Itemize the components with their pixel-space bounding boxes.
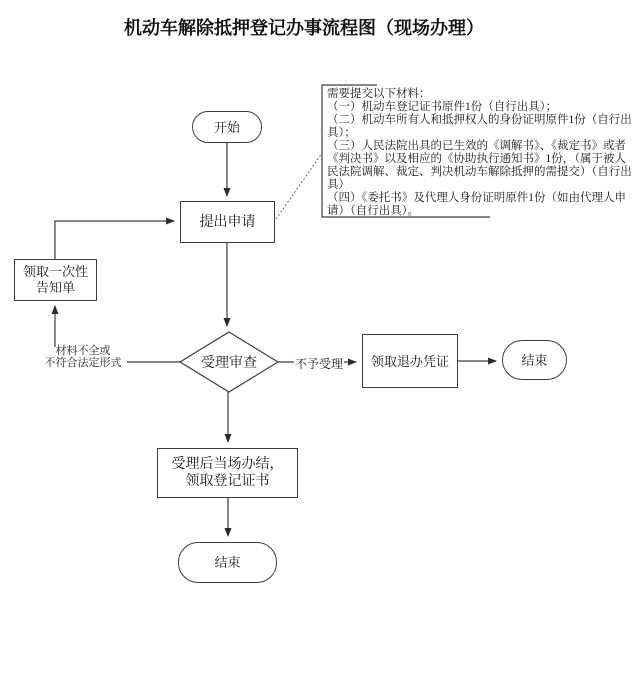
end-node-bottom-label: 结束	[214, 555, 241, 570]
review-diamond	[180, 332, 278, 392]
incomplete-label	[36, 345, 130, 369]
start-node-label: 开始	[213, 119, 240, 135]
process-node-label-line2: 领取登记证书	[185, 474, 270, 489]
materials-annotation	[327, 88, 639, 218]
annotation-line: 具）；	[327, 127, 356, 139]
annotation-line: 具）	[327, 179, 350, 191]
start-node	[192, 111, 262, 143]
notice-node-label-line2: 告知单	[35, 280, 75, 295]
process-node-label-line1: 受理后当场办结，	[171, 457, 284, 472]
refuse-node-label: 领取退办凭证	[370, 353, 449, 369]
refuse-node	[362, 334, 458, 388]
incomplete-label-line2: 不符合法定形式	[44, 357, 122, 369]
apply-node-label: 提出申请	[199, 214, 256, 230]
dashed-annotation-connector	[276, 153, 322, 219]
annotation-line: （二）机动车所有人和抵押权人的身份证明原件1份（自行出	[327, 114, 632, 126]
annotation-line: 请）（自行出具）。	[327, 205, 419, 217]
annotation-line: 民法院调解、裁定、判决机动车解除抵押的需提交）（自行出	[327, 166, 632, 178]
process-node	[157, 448, 298, 498]
end-node-right-label: 结束	[521, 352, 548, 368]
not-accepted-label: 不予受理	[295, 357, 344, 371]
annotation-line: 《判决书》以及相应的《协助执行通知书》1份，（属于被人	[327, 153, 626, 165]
page-title: 机动车解除抵押登记办事流程图（现场办理）	[124, 18, 484, 38]
annotation-line: 需要提交以下材料：	[327, 88, 431, 100]
end-node-right	[502, 340, 567, 380]
annotation-line: （一）机动车登记证书原件1份（自行出具）；	[327, 101, 557, 113]
end-node-bottom	[178, 542, 277, 583]
notice-node-label-line1: 领取一次性	[22, 264, 88, 279]
notice-node	[14, 259, 97, 301]
arrow-notice-to-apply	[55, 221, 174, 259]
annotation-line: （四）《委托书》及代理人身份证明原件1份（如由代理人申	[327, 192, 626, 204]
incomplete-label-line1: 材料不全或	[55, 345, 111, 357]
review-diamond-label: 受理审查	[201, 356, 257, 371]
apply-node	[180, 201, 275, 243]
annotation-line: （三）人民法院出具的已生效的《调解书》、《裁定书》或者	[327, 140, 626, 152]
